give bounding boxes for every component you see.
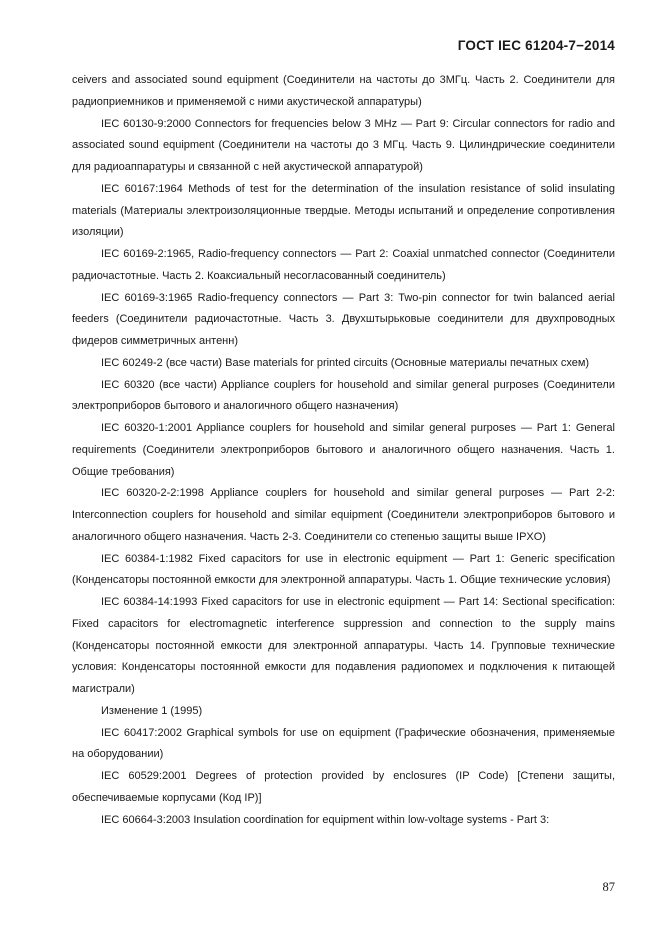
document-body — [72, 70, 615, 831]
page-number: 87 — [602, 880, 615, 894]
reference-iec-60320-2-2: IEC 60320-2-2:1998 Appliance couplers for household and similar general purposes — Part 2-2: Interconnection couplers for household and similar equipment (Соединители электроприборов бытового и аналогичного общего назначения. Часть 2-3. Соединители со степенью защиты выше IPXO) — [72, 487, 615, 543]
reference-iec-60664-3: IEC 60664-3:2003 Insulation coordination for equipment within low-voltage systems - Part 3: — [101, 813, 550, 826]
document-header: ГОСТ IEC 61204-7−2014 — [457, 38, 615, 53]
reference-iec-60320-1: IEC 60320-1:2001 Appliance couplers for household and similar general purposes — Part 1: General requirements (Соединители электроприборов бытового и аналогичного общего назначения. Часть 1. Общие требования) — [72, 422, 615, 478]
paragraph-continuation: ceivers and associated sound equipment (Соединители на частоты до 3МГц. Часть 2. Соединители для радиоприемников и применяемой с ними акустической аппаратуры) — [72, 74, 615, 108]
reference-iec-60169-2: IEC 60169-2:1965, Radio-frequency connectors — Part 2: Coaxial unmatched connector (Соединители радиочастотные. Часть 2. Коаксиальный несогласованный соединитель) — [72, 248, 615, 282]
reference-iec-60169-3: IEC 60169-3:1965 Radio-frequency connectors — Part 3: Two-pin connector for twin balanced aerial feeders (Соединители радиочастотные. Часть 3. Двухштырьковые соединители для двухпроводных фидеров симметричных антенн) — [72, 291, 615, 347]
reference-iec-60384-14: IEC 60384-14:1993 Fixed capacitors for use in electronic equipment — Part 14: Sectional specification: Fixed capacitors for electromagnetic interference suppression and connection to the supply mains (Конденсаторы постоянной емкости для электронной аппаратуры. Часть 14. Групповые технические условия: Конденсаторы постоянной емкости для подавления радиопомех и подключения к питающей магистрали) — [72, 596, 615, 695]
reference-iec-60417: IEC 60417:2002 Graphical symbols for use on equipment (Графические обозначения, применяемые на оборудовании) — [72, 726, 615, 761]
reference-iec-60130-9: IEC 60130-9:2000 Connectors for frequencies below 3 MHz — Part 9: Circular connectors for radio and associated sound equipment (Соединители на частоты до 3 МГц. Часть 9. Цилиндрические соединители для радиоаппаратуры и связанной с ней акустической аппаратурой) — [72, 117, 615, 173]
amendment-note: Изменение 1 (1995) — [101, 704, 203, 717]
reference-iec-60167: IEC 60167:1964 Methods of test for the determination of the insulation resistance of solid insulating materials (Материалы электроизоляционные твердые. Методы испытаний и определение сопротивления изоляции) — [72, 182, 615, 239]
reference-iec-60320: IEC 60320 (все части) Appliance couplers for household and similar general purposes (Соединители электроприборов бытового и аналогичного общего назначения) — [72, 378, 615, 413]
reference-iec-60384-1: IEC 60384-1:1982 Fixed capacitors for use in electronic equipment — Part 1: Generic specification (Конденсаторы постоянной емкости для электронной аппаратуры. Часть 1. Общие технические условия) — [72, 552, 615, 587]
reference-iec-60529: IEC 60529:2001 Degrees of protection provided by enclosures (IP Code) [Степени защиты, обеспечиваемые корпусами (Код IP)] — [72, 770, 615, 804]
reference-iec-60249-2: IEC 60249-2 (все части) Base materials for printed circuits (Основные материалы печатных схем) — [101, 356, 590, 369]
